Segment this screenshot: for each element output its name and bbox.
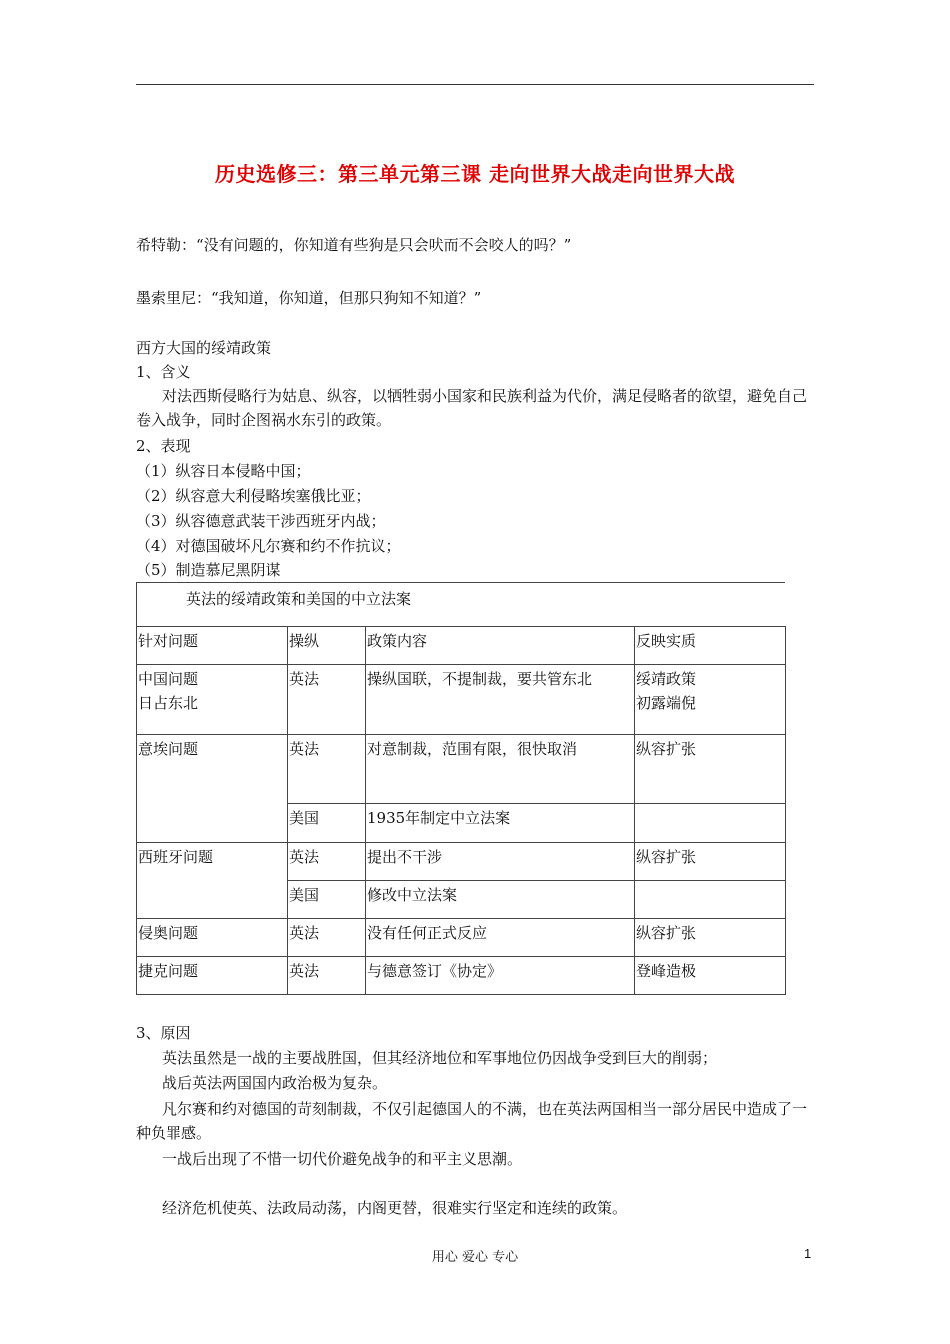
quote-hitler: 希特勒：“没有问题的，你知道有些狗是只会吠而不会咬人的吗？” <box>136 236 572 254</box>
table-caption: 英法的绥靖政策和美国的中立法案 <box>186 590 412 608</box>
issue-cell: 西班牙问题 <box>137 843 288 919</box>
page-footer: 用心 爱心 专心 <box>431 1250 519 1265</box>
cause-paragraph: 英法虽然是一战的主要战胜国，但其经济地位和军事地位仍因战争受到巨大的削弱； <box>162 1049 718 1067</box>
table-row <box>137 843 786 881</box>
nature-cell <box>635 804 786 843</box>
meaning-heading: 1、含义 <box>136 363 191 381</box>
manifest-item: （4）对德国破坏凡尔赛和约不作抗议； <box>136 537 401 555</box>
table-row <box>137 919 786 957</box>
content-cell: 对意制裁，范围有限，很快取消 <box>366 735 635 804</box>
issue-cell: 侵奥问题 <box>137 919 288 957</box>
header-cell: 反映实质 <box>635 627 786 665</box>
header-cell: 针对问题 <box>137 627 288 665</box>
actor-cell: 美国 <box>288 881 366 919</box>
content-cell: 与德意签订《协定》 <box>366 957 635 995</box>
header-rule <box>136 84 814 85</box>
header-cell: 政策内容 <box>366 627 635 665</box>
section-heading: 西方大国的绥靖政策 <box>136 339 272 357</box>
manifest-item: （3）纵容德意武装干涉西班牙内战； <box>136 512 386 530</box>
content-cell: 1935年制定中立法案 <box>366 804 635 843</box>
issue-line: 中国问题 <box>138 670 199 688</box>
manifest-item: （2）纵容意大利侵略埃塞俄比亚； <box>136 487 371 505</box>
nature-cell: 纵容扩张 <box>635 735 786 804</box>
table-row <box>137 665 786 735</box>
nature-cell: 纵容扩张 <box>635 843 786 881</box>
cause-paragraph: 战后英法两国国内政治极为复杂。 <box>162 1074 388 1092</box>
actor-cell: 英法 <box>288 843 366 881</box>
actor-cell: 英法 <box>288 919 366 957</box>
content-cell: 提出不干涉 <box>366 843 635 881</box>
page-number: 1 <box>804 1246 812 1261</box>
manifest-heading: 2、表现 <box>136 437 191 455</box>
cause-heading: 3、原因 <box>136 1024 191 1042</box>
nature-cell <box>635 881 786 919</box>
cause-paragraph: 经济危机使英、法政局动荡，内阁更替，很难实行坚定和连续的政策。 <box>162 1199 628 1217</box>
actor-cell: 美国 <box>288 804 366 843</box>
table-row <box>137 957 786 995</box>
table-row <box>137 735 786 804</box>
quote-mussolini: 墨索里尼：“我知道，你知道，但那只狗知不知道？” <box>136 289 482 307</box>
manifest-item: （5）制造慕尼黑阴谋 <box>136 561 281 579</box>
content-cell: 修改中立法案 <box>366 881 635 919</box>
issue-cell: 意埃问题 <box>137 735 288 843</box>
nature-line: 初露端倪 <box>636 694 697 712</box>
actor-cell: 英法 <box>288 735 366 804</box>
issue-line: 日占东北 <box>138 694 199 712</box>
cause-paragraph: 凡尔赛和约对德国的苛刻制裁，不仅引起德国人的不满，也在英法两国相当一部分居民中造成了一种负罪感。 <box>136 1100 808 1142</box>
cause-paragraph: 一战后出现了不惜一切代价避免战争的和平主义思潮。 <box>162 1150 523 1168</box>
nature-cell <box>635 665 786 735</box>
appeasement-table <box>136 626 786 995</box>
content-cell: 操纵国联，不提制裁，要共管东北 <box>366 665 635 735</box>
issue-cell <box>137 665 288 735</box>
content-cell: 没有任何正式反应 <box>366 919 635 957</box>
table-header-row <box>137 627 786 665</box>
nature-line: 绥靖政策 <box>636 670 697 688</box>
meaning-text: 对法西斯侵略行为姑息、纵容，以牺牲弱小国家和民族利益为代价，满足侵略者的欲望，避免自己卷入战争，同时企图祸水东引的政策。 <box>136 387 808 429</box>
actor-cell: 英法 <box>288 665 366 735</box>
nature-cell: 登峰造极 <box>635 957 786 995</box>
header-cell: 操纵 <box>288 627 366 665</box>
nature-cell: 纵容扩张 <box>635 919 786 957</box>
issue-cell: 捷克问题 <box>137 957 288 995</box>
manifest-item: （1）纵容日本侵略中国； <box>136 462 311 480</box>
page-title: 历史选修三：第三单元第三课 走向世界大战走向世界大战 <box>215 162 735 186</box>
actor-cell: 英法 <box>288 957 366 995</box>
